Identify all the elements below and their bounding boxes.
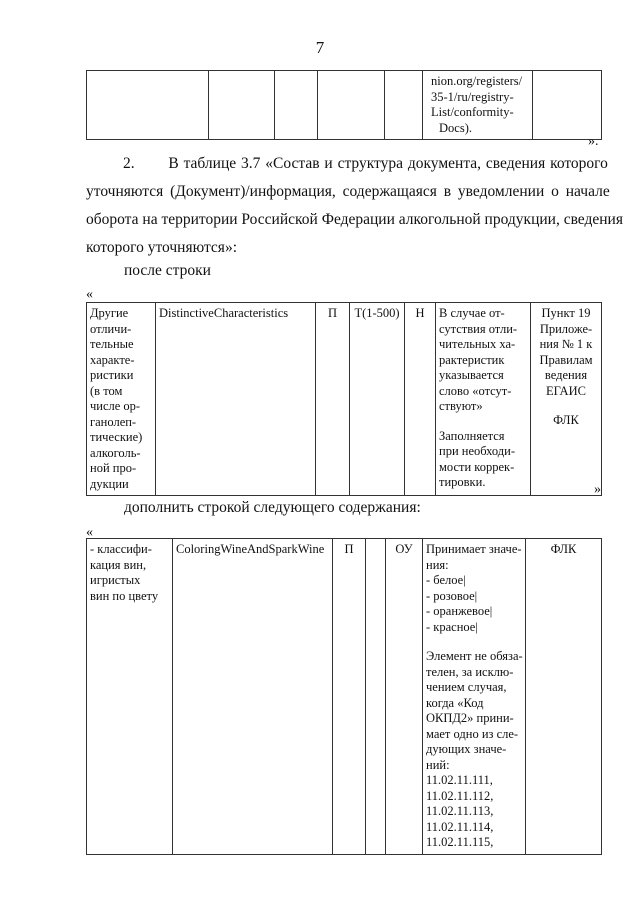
- table-continued: [86, 70, 602, 140]
- paragraph-line: оборота на территории Российской Федерации алкогольной продукции, сведения: [86, 211, 623, 228]
- table-row-existing: [86, 302, 602, 496]
- multiplicity-cell: ОУ: [386, 539, 423, 855]
- multiplicity-cell: Н: [405, 303, 436, 496]
- description-cell: В случае от- сутствия отли- чительных ха- рактеристик указывается слово «отсут- ствуют» Заполняется при необходи- мости коррек- тировки.: [436, 303, 531, 496]
- add-row-label: дополнить строкой следующего содержания:: [124, 499, 421, 516]
- element-name-cell: DistinctiveCharacteristics: [156, 303, 316, 496]
- empty-cell: [366, 539, 386, 855]
- reference-cell: ФЛК: [526, 539, 602, 855]
- element-name-cell: ColoringWineAndSparkWine: [173, 539, 333, 855]
- close-quote: ».: [588, 134, 599, 149]
- empty-cell: [385, 71, 423, 140]
- required-cell: П: [333, 539, 366, 855]
- type-cell: T(1-500): [350, 303, 405, 496]
- field-name-cell: - классифи- кация вин, игристых вин по цвету: [87, 539, 173, 855]
- description-cell: Принимает значе- ния: - белое| - розовое| - оранжевое| - красное| Элемент не обяза- телен, за исклю- чением случая, когда «Код ОКПД2» прини- мает одно из сле- дующих значе- ний: 11.02.11.111, 11.02.11.112, 11.02.11.113, 11.02.11.114, 11.02.11.115,: [423, 539, 526, 855]
- paragraph-line: которого уточняются»:: [86, 239, 237, 256]
- page-number: 7: [315, 38, 325, 57]
- open-quote: «: [86, 525, 93, 540]
- empty-cell: [533, 71, 602, 140]
- required-cell: П: [316, 303, 350, 496]
- reference-cell: Пункт 19 Приложе- ния № 1 к Правилам ведения ЕГАИС ФЛК: [531, 303, 602, 496]
- paragraph-number: 2.: [123, 155, 135, 172]
- empty-cell: [209, 71, 275, 140]
- after-row-label: после строки: [124, 262, 211, 279]
- link-cell: nion.org/registers/ 35-1/ru/registry- List/conformity- Docs).: [423, 71, 533, 140]
- table-row-new: [86, 538, 602, 855]
- empty-cell: [87, 71, 209, 140]
- paragraph-line: 2. В таблице 3.7 «Состав и структура документа, сведения которого: [123, 155, 608, 172]
- empty-cell: [275, 71, 318, 140]
- close-quote: »: [594, 482, 601, 497]
- paragraph-line: уточняются (Документ)/информация, содержащаяся в уведомлении о начале: [86, 183, 610, 200]
- empty-cell: [318, 71, 385, 140]
- field-name-cell: Другие отличи- тельные характе- ристики (в том числе ор- ганолеп- тические) алкоголь- ной про- дукции: [87, 303, 156, 496]
- open-quote: «: [86, 287, 93, 302]
